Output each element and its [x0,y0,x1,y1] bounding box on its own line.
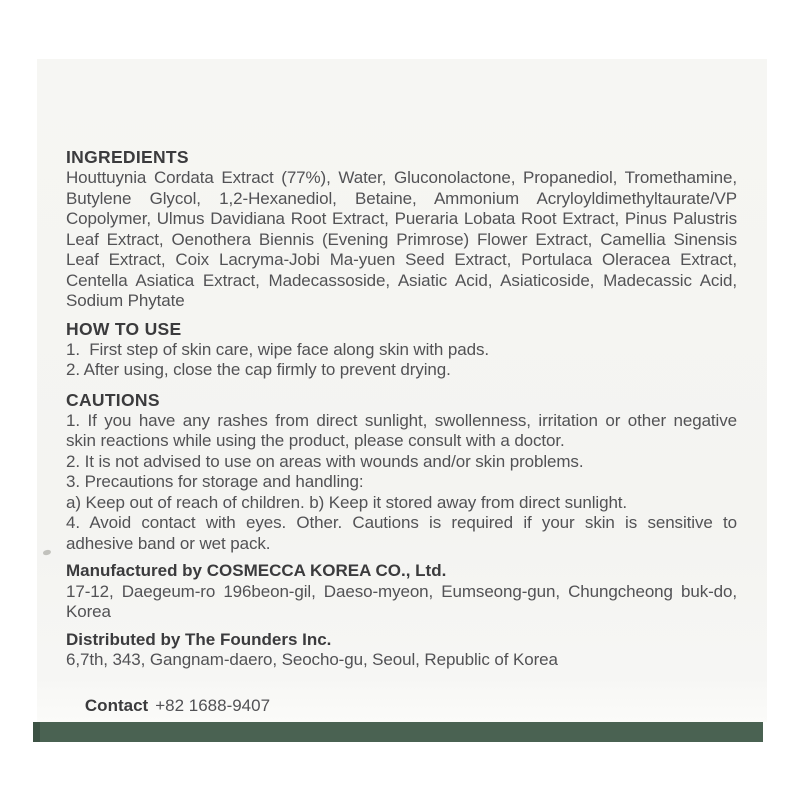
ingredients-line: Butylene Glycol, 1,2-Hexanediol, Betaine, Ammonium Acryloyldimethyltaurate/VP [66,188,737,208]
manufacturer-title: Manufactured by COSMECCA KOREA CO., Ltd. [66,561,447,580]
manufacturer-address-line: 17-12, Daegeum-ro 196beon-gil, Daeso-myeon, Eumseong-gun, Chungcheong buk-do, [66,581,737,601]
cautions-text [66,411,737,555]
manufacturer-block [66,561,737,623]
how-to-use-text [66,340,737,381]
cautions-line: 2. It is not advised to use on areas with wounds and/or skin problems. [66,451,584,471]
manufacturer-address [66,582,737,623]
ingredients-text [66,168,737,312]
ingredients-line: Copolymer, Ulmus Davidiana Root Extract, Pueraria Lobata Root Extract, Pinus Palustris [66,209,737,228]
cautions-line: 1. If you have any rashes from direct sunlight, swollenness, irritation or other negative [66,410,737,430]
ingredients-heading: INGREDIENTS [66,147,189,167]
how-to-use-section [66,319,737,381]
distributor-block [66,630,737,671]
how-to-use-heading: HOW TO USE [66,318,182,339]
distributor-address-line: 6,7th, 343, Gangnam-daero, Seocho-gu, Seoul, Republic of Korea [66,650,558,669]
cautions-section [66,390,737,555]
product-label-panel [37,59,767,722]
ingredients-line: Sodium Phytate [66,291,185,310]
cautions-line: a) Keep out of reach of children. b) Keep it stored away from direct sunlight. [66,492,628,512]
ingredients-line: Houttuynia Cordata Extract (77%), Water, Gluconolactone, Propanediol, Tromethamine, [66,168,737,187]
manufacturer-address-line: Korea [66,602,111,621]
distributor-address [66,650,737,671]
cautions-line: 3. Precautions for storage and handling: [66,472,364,491]
cautions-line: adhesive band or wet pack. [66,533,271,553]
ingredients-line: Centella Asiatica Extract, Madecassoside, Asiatic Acid, Asiaticoside, Madecassic Acid, [66,270,737,290]
ingredients-line: Leaf Extract, Coix Lacryma-Jobi Ma-yuen Seed Extract, Portulaca Oleracea Extract, [66,250,737,269]
cautions-line: skin reactions while using the product, please consult with a doctor. [66,431,565,450]
how-to-use-line: 2. After using, close the cap firmly to prevent drying. [66,360,451,379]
distributor-title: Distributed by The Founders Inc. [66,629,332,649]
cautions-line: 4. Avoid contact with eyes. Other. Cautions is required if your skin is sensitive to [66,513,737,532]
ingredients-section [66,147,737,312]
package-green-band-edge [33,722,40,742]
contact-number: +82 1688-9407 [155,696,271,715]
how-to-use-line: 1. First step of skin care, wipe face along skin with pads. [66,339,489,359]
package-green-band [33,722,763,742]
contact-label: Contact [84,696,149,715]
ingredients-line: Leaf Extract, Oenothera Biennis (Evening Primrose) Flower Extract, Camellia Sinensis [66,229,737,249]
cautions-heading: CAUTIONS [66,389,160,410]
